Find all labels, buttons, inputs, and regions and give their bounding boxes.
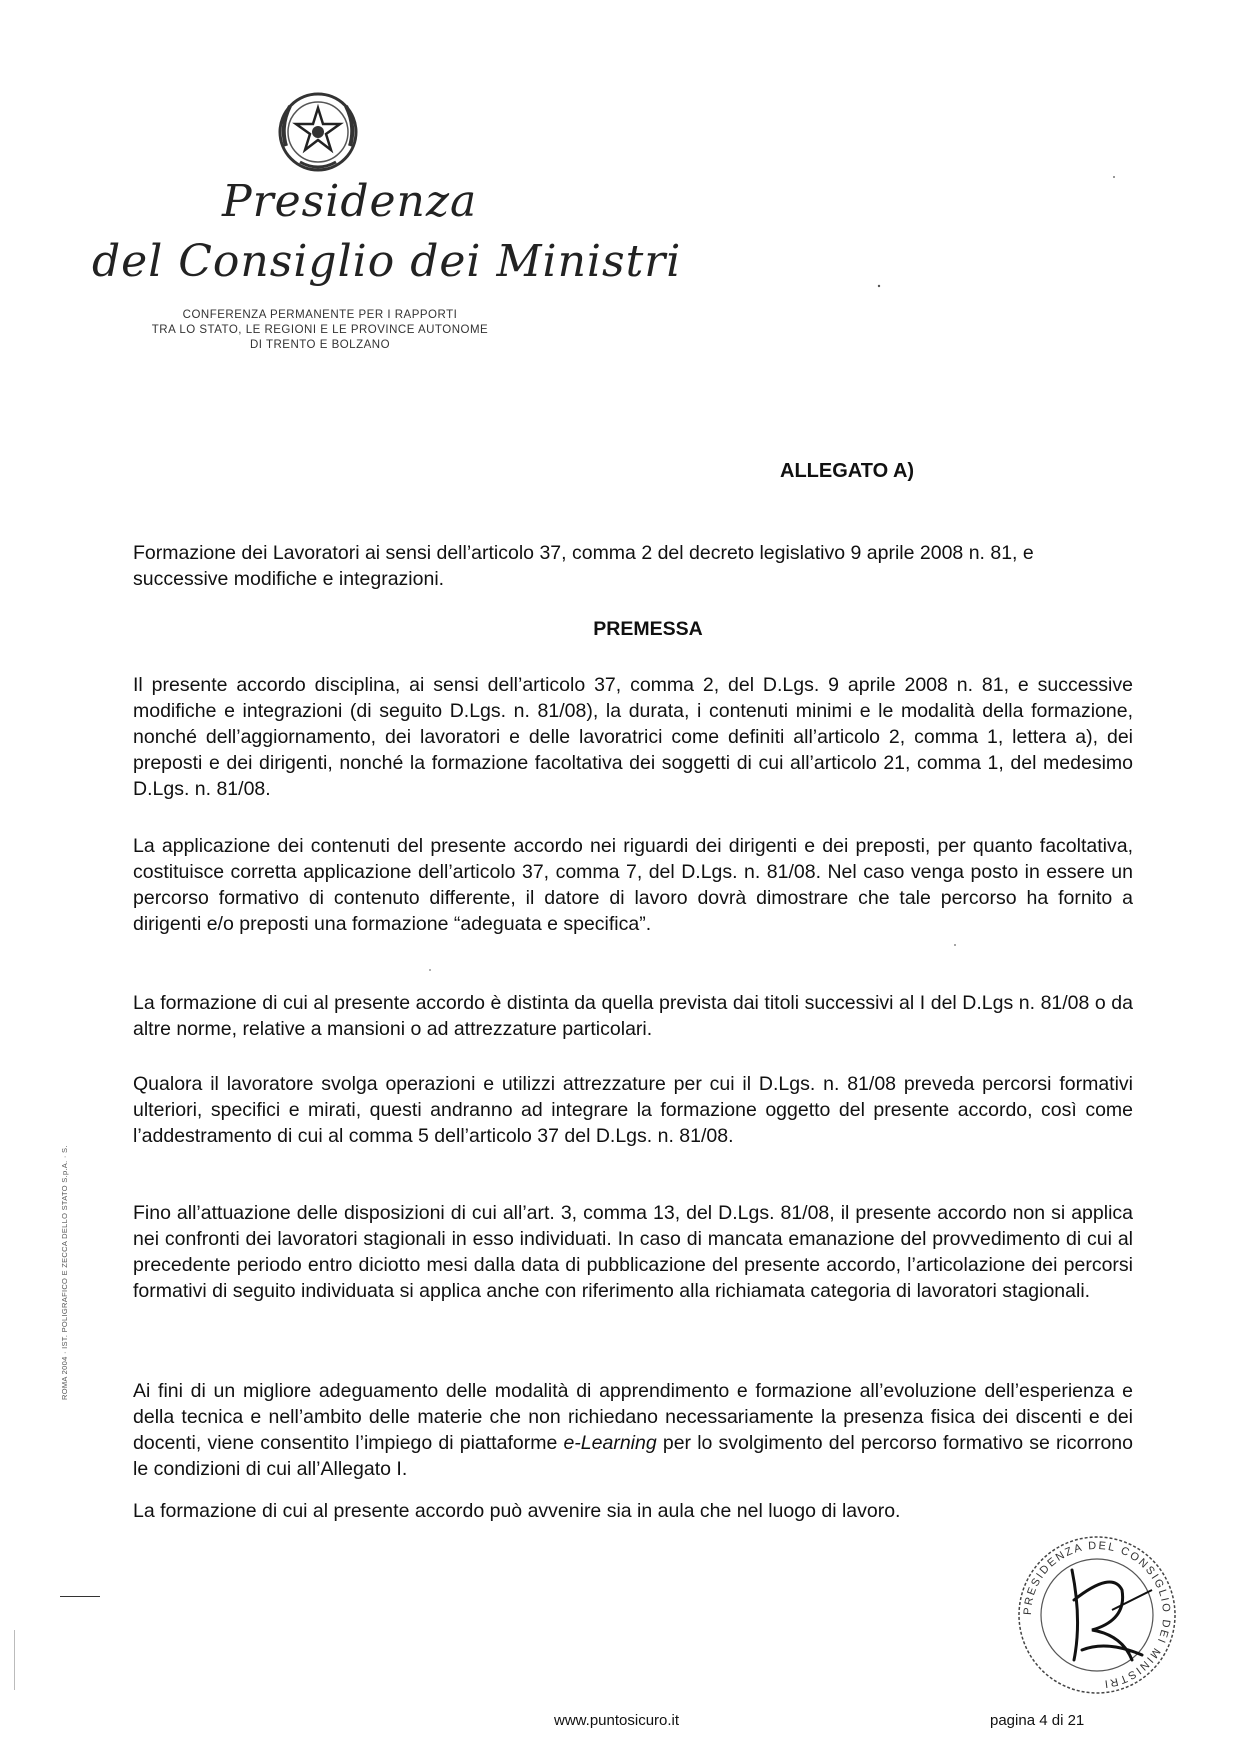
paragraph: La formazione di cui al presente accordo può avvenire sia in aula che nel luogo di lavoro. bbox=[133, 1500, 901, 1522]
conference-line: TRA LO STATO, LE REGIONI E LE PROVINCE AUTONOME bbox=[151, 324, 489, 336]
conference-line: CONFERENZA PERMANENTE PER I RAPPORTI bbox=[182, 309, 458, 321]
footer-website: www.puntosicuro.it bbox=[554, 1712, 680, 1729]
paragraph: La applicazione dei contenuti del presente accordo nei riguardi dei dirigenti e dei preposti, per quanto facoltativa, costituisce corretta applicazione dell’articolo 37, comma 7, del D.Lgs. n. 81/08. Nel caso venga posto in essere un percorso formativo di contenuto differente, il datore di lavoro dovrà dimostrare che tale percorso ha fornito a dirigenti e/o preposti una formazione “adeguata e specifica”. bbox=[133, 835, 1133, 935]
stamp-ring-text: PRESIDENZA DEL CONSIGLIO DEI MINISTRI bbox=[1021, 1539, 1173, 1690]
allegato-heading: ALLEGATO A) bbox=[780, 460, 915, 482]
paragraph: Il presente accordo disciplina, ai sensi dell’articolo 37, comma 2, del D.Lgs. 9 aprile 2008 n. 81, e successive modifiche e integrazioni (di seguito D.Lgs. n. 81/08), la durata, i contenuti minimi e le modalità della formazione, nonché dell’aggiornamento, dei lavoratori e delle lavoratrici come definiti all’articolo 2, comma 1, lettera a), dei preposti e dei dirigenti, nonché la formazione facoltativa dei soggetti di cui all’articolo 21, comma 1, del medesimo D.Lgs. n. 81/08. bbox=[133, 674, 1133, 800]
consiglio-script-title: del Consiglio dei Ministri bbox=[92, 236, 682, 287]
paragraph-text: Ai fini di un migliore adeguamento delle modalità di apprendimento e formazione all’evoluzione dell’esperienza e della tecnica e nell’ambito delle materie che non richiedano necessariamente la presenza fisica dei discenti e dei docenti, viene consentito l’impiego di piattaforme bbox=[133, 1380, 1133, 1454]
paragraph: La formazione di cui al presente accordo è distinta da quella prevista dai titoli successivi al I del D.Lgs n. 81/08 o da altre norme, relative a mansioni o ad attrezzature particolari. bbox=[133, 992, 1133, 1040]
footer-page-number: pagina 4 di 21 bbox=[990, 1712, 1085, 1729]
printer-margin-note: ROMA 2004 · IST. POLIGRAFICO E ZECCA DELLO STATO S.p.A. · S. bbox=[60, 1145, 69, 1400]
document-title: Formazione dei Lavoratori ai sensi dell’articolo 37, comma 2 del decreto legislativo 9 aprile 2008 n. 81, e successive modifiche e integrazioni. bbox=[133, 542, 1034, 590]
paragraph: Fino all’attuazione delle disposizioni di cui all’art. 3, comma 13, del D.Lgs. 81/08, il presente accordo non si applica nei confronti dei lavoratori stagionali in esso individuati. In caso di mancata emanazione del provvedimento di cui al precedente periodo entro diciotto mesi dalla data di pubblicazione del presente accordo, l’articolazione dei percorsi formativi di seguito individuata si applica anche con riferimento alla richiamata categoria di lavoratori stagionali. bbox=[133, 1202, 1133, 1302]
presidenza-script-title: Presidenza bbox=[222, 176, 478, 227]
paragraph: Qualora il lavoratore svolga operazioni e utilizzi attrezzature per cui il D.Lgs. n. 81/08 preveda percorsi formativi ulteriori, specifici e mirati, questi andranno ad integrare la formazione oggetto del presente accordo, così come l’addestramento di cui al comma 5 dell’articolo 37 del D.Lgs. n. 81/08. bbox=[133, 1073, 1133, 1147]
elearning-term: e-Learning bbox=[563, 1432, 657, 1454]
premessa-heading: PREMESSA bbox=[593, 618, 703, 640]
paragraph-text: per lo svolgimento del percorso formativo se ricorrono le condizioni di cui all’Allegato I. bbox=[133, 1432, 1133, 1480]
conference-line: DI TRENTO E BOLZANO bbox=[249, 339, 391, 351]
